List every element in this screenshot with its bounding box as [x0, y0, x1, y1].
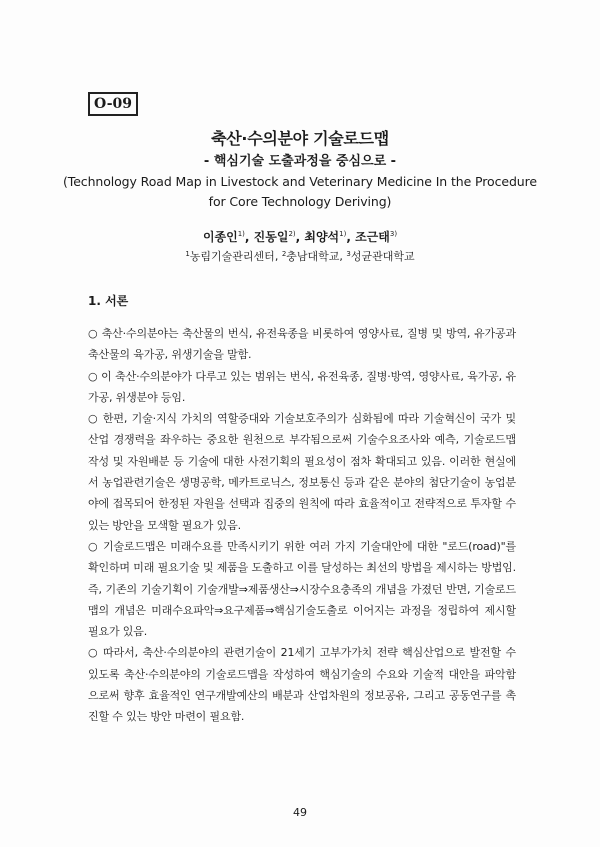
- english-title: [60, 172, 540, 212]
- author-affiliation-mark: 3): [389, 230, 398, 238]
- affiliation-name: 성균관대학교: [350, 250, 415, 263]
- paper-code-box: O-09: [88, 92, 138, 116]
- affiliation-name: 충남대학교: [286, 250, 340, 263]
- english-title-line-1: (Technology Road Map in Livestock and Veterinary Medicine In the Procedure: [63, 174, 537, 189]
- affiliation-name: 농림기술관리센터: [189, 250, 275, 263]
- author-list: 이종인$^{1)}$, 진동일$^{2)}$, 최양석$^{1)}$, 조근태$^{3)}$: [202, 230, 398, 244]
- paragraph: ○ 축산·수의분야는 축산물의 번식, 유전육종을 비롯하여 영양사료, 질병 및 방역, 유가공과 축산물의 육가공, 위생기술을 말함.: [88, 327, 516, 362]
- author-affiliation-mark: 1): [237, 230, 245, 238]
- author-name: 이종인: [202, 230, 238, 244]
- paragraph: ○ 기술로드맵은 미래수요를 만족시키기 위한 여러 가지 기술대안에 대한 "로드(road)"를 확인하며 미래 필요기술 및 제품을 도출하고 이를 달성하는 최선의 방법을 제시하는 방법임. 즉, 기존의 기술기획이 기술개발⇒제품생산⇒시장수요충족의 개념을 가졌던 반면, 기술로드맵의 개념은 미래수요파악⇒요구제품⇒핵심기술도출로 이어지는 과정을 정립하여 제시할 필요가 있음.: [88, 539, 516, 639]
- author-name: 조근태: [355, 230, 390, 244]
- affiliation-list: $^1$농림기술관리센터, $^2$충남대학교, $^3$성균관대학교: [185, 250, 415, 263]
- page-number: 49: [293, 806, 307, 819]
- affiliation-mark: 2: [281, 250, 287, 258]
- affiliation-mark: 1: [185, 250, 190, 258]
- paragraph: ○ 한편, 기술·지식 가치의 역할증대와 기술보호주의가 심화됨에 따라 기술혁신이 국가 및 산업 경쟁력을 좌우하는 중요한 원천으로 부각됨으로써 기술수요조사와 예측, 기술로드맵 작성 및 자원배분 등 기술에 대한 사전기획의 필요성이 점차 확대되고 있음. 이러한 현실에서 농업관련기술은 생명공학, 메카트로닉스, 정보통신 등과 같은 분야의 첨단기술이 농업분야에 접목되어 한정된 자원을 선택과 집중의 원칙에 따라 효율적이고 전략적으로 투자할 수 있는 방안을 모색할 필요가 있음.: [88, 412, 516, 532]
- author-affiliation-mark: 2): [288, 230, 296, 238]
- author-name: 최양석: [304, 230, 340, 244]
- english-title-line-2: for Core Technology Deriving): [208, 194, 392, 209]
- paragraph: ○ 따라서, 축산·수의분야의 관련기술이 21세기 고부가가치 전략 핵심산업으로 발전할 수 있도록 축산·수의분야의 기술로드맵을 작성하여 핵심기술의 수요와 기술적 대안을 파악함으로써 향후 효율적인 연구개발예산의 배분과 산업차원의 정보공유, 그리고 공동연구를 촉진할 수 있는 방안 마련이 필요함.: [88, 646, 516, 724]
- paper-title: 축산·수의분야 기술로드맵: [211, 129, 389, 148]
- affiliation-mark: 3: [346, 250, 351, 258]
- body-text: [88, 323, 516, 728]
- paragraph: ○ 이 축산·수의분야가 다루고 있는 범위는 번식, 유전육종, 질병·방역, 영양사료, 육가공, 유가공, 위생분야 등임.: [88, 369, 516, 404]
- paper-subtitle: - 핵심기술 도출과정을 중심으로 -: [203, 154, 397, 169]
- author-name: 진동일: [253, 230, 289, 244]
- author-affiliation-mark: 1): [339, 230, 347, 238]
- section-heading: 1. 서론: [88, 294, 129, 308]
